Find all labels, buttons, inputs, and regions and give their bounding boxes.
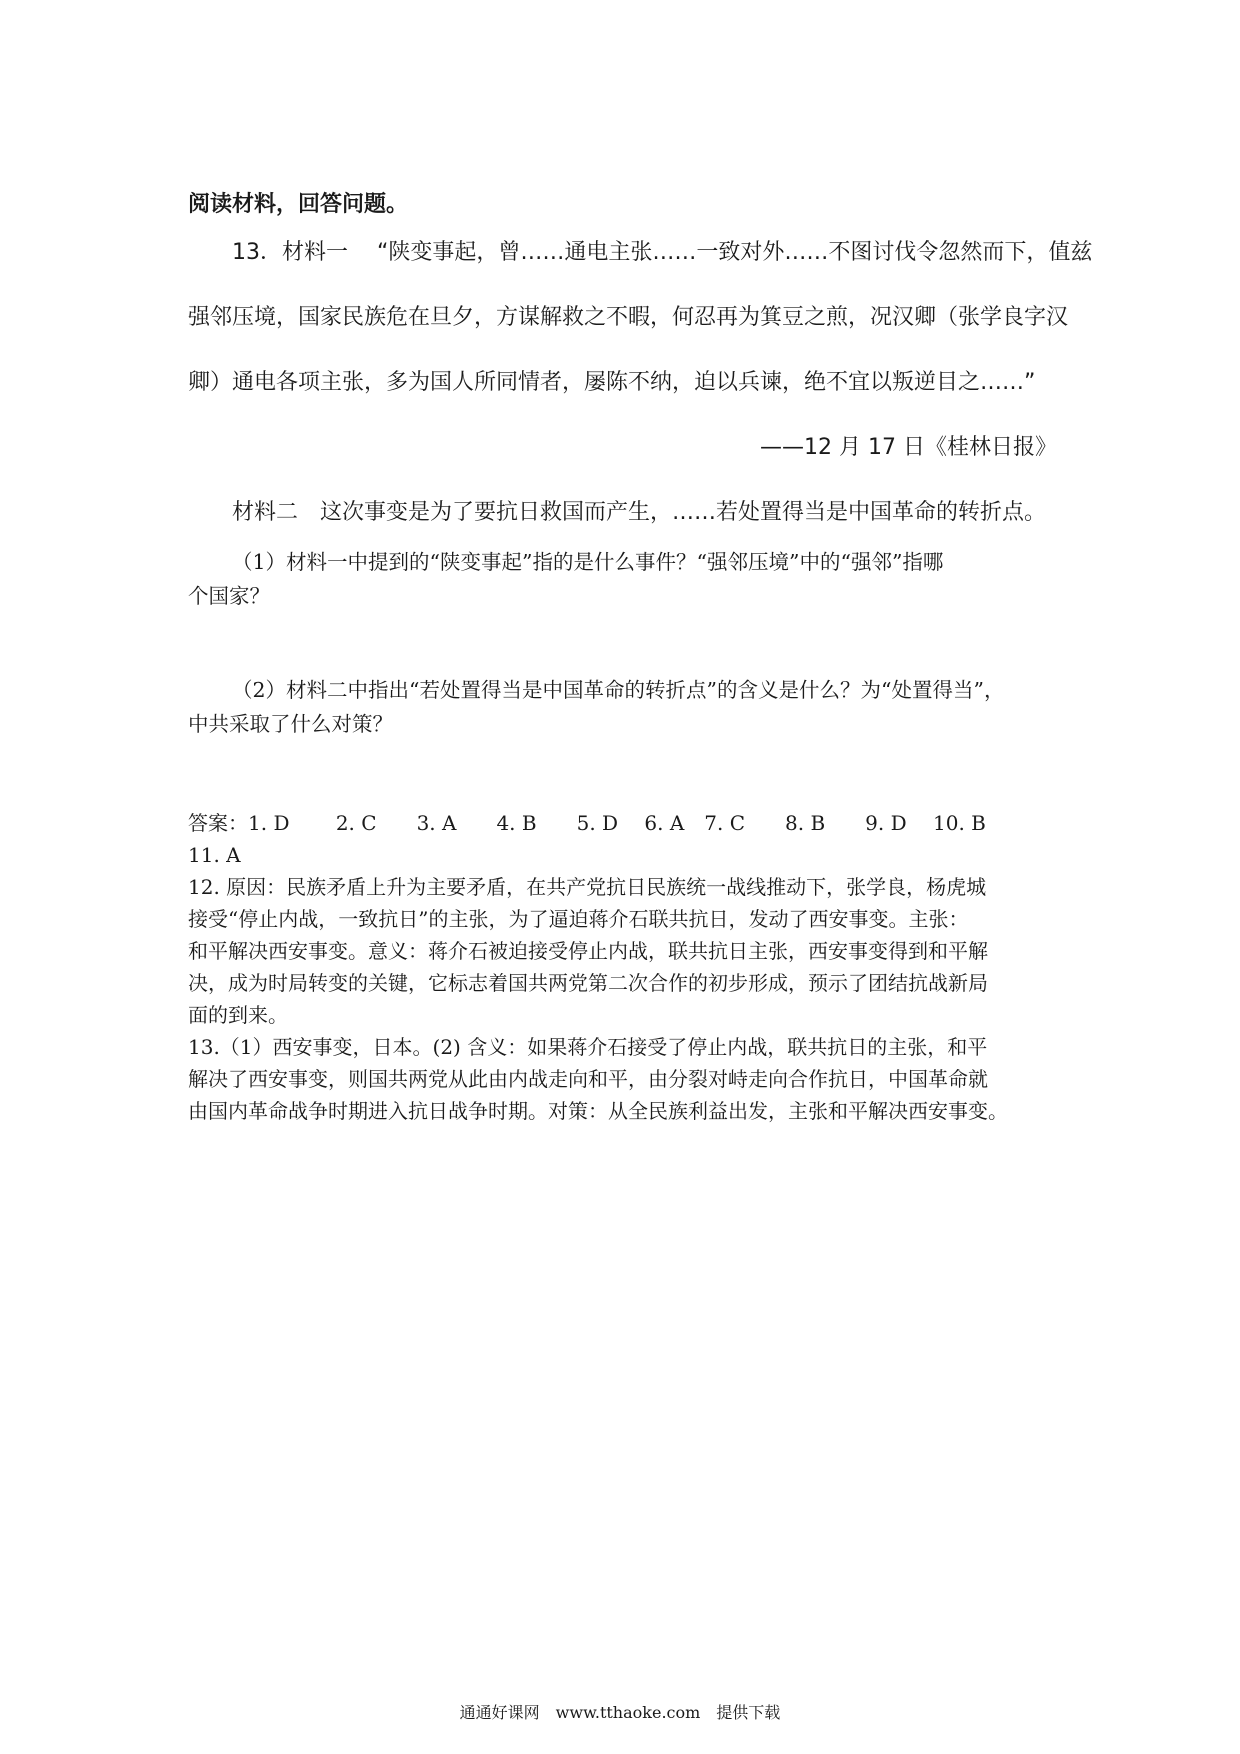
material-one-line-1: 13．材料一 “陕变事起，曾……通电主张……一致对外……不图讨伐令忽然而下，值兹 [232,240,1093,265]
answer-12-line-3: 和平解决西安事变。意义：蒋介石被迫接受停止内战，联共抗日主张，西安事变得到和平解 [188,939,988,963]
answer-13-line-3: 由国内革命战争时期进入抗日战争时期。对策：从全民族利益出发，主张和平解决西安事变。 [188,1099,1008,1123]
question-1-line-1: （1）材料一中提到的“陕变事起”指的是什么事件？“强邻压境”中的“强邻”指哪 [232,550,944,574]
material-two: 材料二 这次事变是为了要抗日救国而产生，……若处置得当是中国革命的转折点。 [232,500,1047,525]
answer-12-line-5: 面的到来。 [188,1003,288,1027]
page-footer: 通通好课网 www.tthaoke.com 提供下载 [459,1703,781,1722]
answer-13-line-2: 解决了西安事变，则国共两党从此由内战走向和平，由分裂对峙走向合作抗日，中国革命就 [188,1067,988,1091]
answer-13-line-1: 13.（1）西安事变，日本。(2) 含义：如果蒋介石接受了停止内战，联共抗日的主张，和平 [188,1035,988,1059]
material-one-line-2: 强邻压境，国家民族危在旦夕，方谋解救之不暇，何忍再为箕豆之煎，况汉卿（张学良字汉 [188,305,1069,330]
answer-12-line-4: 决，成为时局转变的关键，它标志着国共两党第二次合作的初步形成，预示了团结抗战新局 [188,971,988,995]
answers-line-2: 11. A [188,843,241,867]
section-heading: 阅读材料，回答问题。 [188,192,409,217]
material-one-line-3: 卿）通电各项主张，多为国人所同情者，屡陈不纳，迫以兵谏，绝不宜以叛逆目之……” [188,370,1036,395]
material-one-source: ——12 月 17 日《桂林日报》 [760,435,1057,460]
question-2-line-1: （2）材料二中指出“若处置得当是中国革命的转折点”的含义是什么？为“处置得当”， [232,678,1005,702]
question-1-line-2: 个国家？ [188,584,270,608]
answers-line-1: 答案：1. D 2. C 3. A 4. B 5. D 6. A 7. C 8. B 9. D 10. B [188,811,986,835]
answer-12-line-1: 12. 原因：民族矛盾上升为主要矛盾，在共产党抗日民族统一战线推动下，张学良，杨虎城 [188,875,987,899]
question-2-line-2: 中共采取了什么对策？ [188,712,393,736]
answer-12-line-2: 接受“停止内战，一致抗日”的主张，为了逼迫蒋介石联共抗日，发动了西安事变。主张： [188,907,969,931]
